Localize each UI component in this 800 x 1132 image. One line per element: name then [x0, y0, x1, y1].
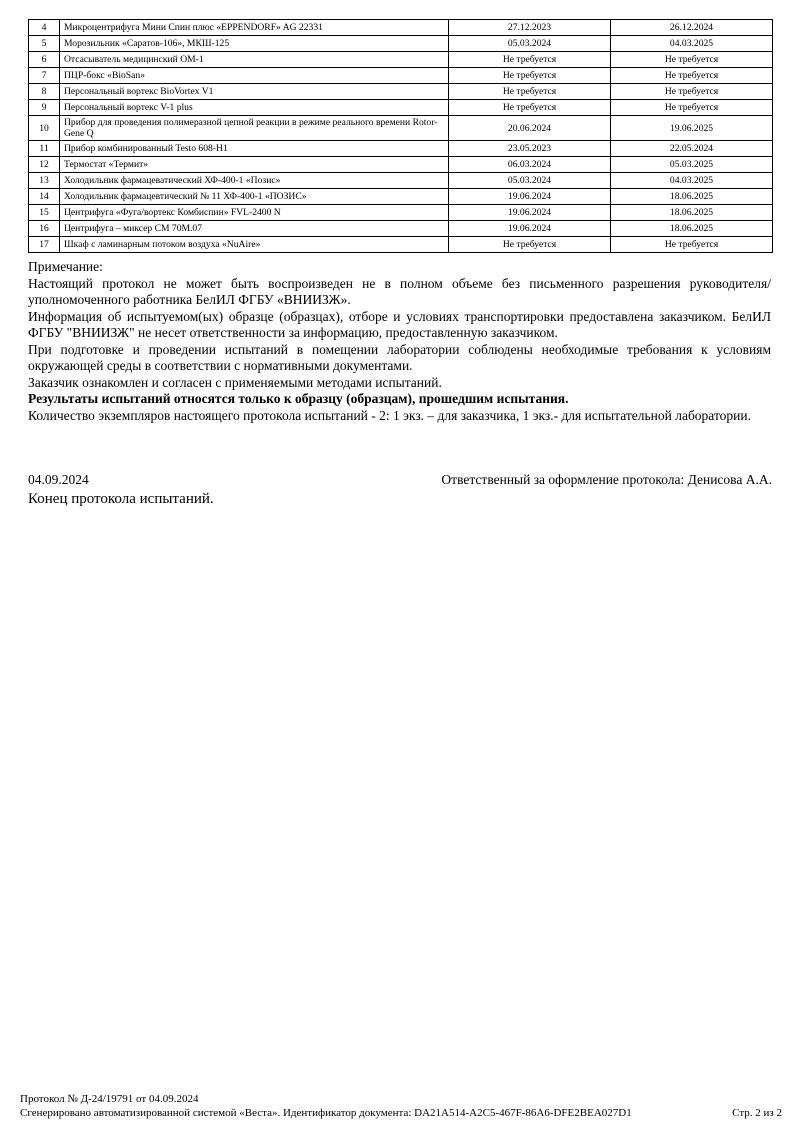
- table-row: [29, 141, 773, 157]
- verification-date: 06.03.2024: [449, 157, 611, 173]
- table-row: [29, 52, 773, 68]
- equipment-name: Прибор для проведения полимеразной цепной реакции в режиме реального времени Rotor-Gene Q: [60, 116, 449, 141]
- verification-date: Не требуется: [449, 100, 611, 116]
- equipment-name: Центрифуга «Фуга/вортекс Комбиспин» FVL-2400 N: [60, 205, 449, 221]
- verification-date: Не требуется: [449, 84, 611, 100]
- verification-date: Не требуется: [449, 68, 611, 84]
- valid-until-date: 22.05.2024: [611, 141, 773, 157]
- equipment-name: Персональный вортекс V-1 plus: [60, 100, 449, 116]
- notes-section: [28, 259, 771, 424]
- equipment-name: Морозильник «Саратов-106», МКШ-125: [60, 36, 449, 52]
- row-number: 12: [29, 157, 60, 173]
- verification-date: 05.03.2024: [449, 36, 611, 52]
- footer-page-number: Стр. 2 из 2: [732, 1107, 782, 1119]
- table-row: [29, 100, 773, 116]
- notes-heading: Примечание:: [28, 259, 103, 274]
- note-sample-info: Информация об испытуемом(ых) образце (образцах), отборе и условиях транспортировки предоставлена заказчиком. БелИЛ ФГБУ "ВНИИЗЖ" не несет ответственности за информацию, предоставленную заказчиком.: [28, 308, 771, 340]
- note-reproduction: Настоящий протокол не может быть воспроизведен не в полном объеме без письменного разрешения руководителя/уполномоченного работника БелИЛ ФГБУ «ВНИИЗЖ».: [28, 275, 771, 307]
- valid-until-date: 04.03.2025: [611, 36, 773, 52]
- valid-until-date: Не требуется: [611, 237, 773, 253]
- footer-generated-by: Сгенерировано автоматизированной системой «Веста». Идентификатор документа: DA21A514-A2C5-467F-86A6-DFE2BEA027D1: [20, 1107, 632, 1119]
- row-number: 8: [29, 84, 60, 100]
- verification-date: 27.12.2023: [449, 20, 611, 36]
- row-number: 9: [29, 100, 60, 116]
- verification-date: 19.06.2024: [449, 189, 611, 205]
- verification-date: 05.03.2024: [449, 173, 611, 189]
- row-number: 7: [29, 68, 60, 84]
- equipment-name: Прибор комбинированный Testo 608-H1: [60, 141, 449, 157]
- row-number: 15: [29, 205, 60, 221]
- row-number: 16: [29, 221, 60, 237]
- valid-until-date: Не требуется: [611, 52, 773, 68]
- table-row: [29, 116, 773, 141]
- table-row: [29, 68, 773, 84]
- row-number: 13: [29, 173, 60, 189]
- verification-date: 23.05.2023: [449, 141, 611, 157]
- responsible-person: Ответственный за оформление протокола: Денисова А.А.: [441, 472, 772, 487]
- equipment-name: Шкаф с ламинарным потоком воздуха «NuAire»: [60, 237, 449, 253]
- verification-date: 19.06.2024: [449, 205, 611, 221]
- end-of-protocol: Конец протокола испытаний.: [28, 491, 214, 507]
- table-row: [29, 205, 773, 221]
- row-number: 10: [29, 116, 60, 141]
- equipment-table-body: [29, 20, 773, 253]
- verification-date: 20.06.2024: [449, 116, 611, 141]
- verification-date: Не требуется: [449, 237, 611, 253]
- equipment-name: Центрифуга – миксер СМ 70М.07: [60, 221, 449, 237]
- note-environment: При подготовке и проведении испытаний в помещении лаборатории соблюдены необходимые требования к условиям окружающей среды в соответствии с нормативными документами.: [28, 341, 771, 373]
- equipment-name: ПЦР-бокс «BioSan»: [60, 68, 449, 84]
- table-row: [29, 36, 773, 52]
- table-row: [29, 84, 773, 100]
- valid-until-date: 18.06.2025: [611, 189, 773, 205]
- valid-until-date: Не требуется: [611, 100, 773, 116]
- table-row: [29, 20, 773, 36]
- equipment-name: Отсасыватель медицинский ОМ-1: [60, 52, 449, 68]
- valid-until-date: 04.03.2025: [611, 173, 773, 189]
- equipment-name: Холодильник фармацеватический ХФ-400-1 «Позис»: [60, 173, 449, 189]
- table-row: [29, 237, 773, 253]
- row-number: 11: [29, 141, 60, 157]
- table-row: [29, 173, 773, 189]
- valid-until-date: Не требуется: [611, 68, 773, 84]
- table-row: [29, 221, 773, 237]
- row-number: 6: [29, 52, 60, 68]
- equipment-name: Микроцентрифуга Мини Спин плюс «EPPENDORF» AG 22331: [60, 20, 449, 36]
- table-row: [29, 189, 773, 205]
- valid-until-date: 05.03.2025: [611, 157, 773, 173]
- equipment-name: Холодильник фармацевтический № 11 ХФ-400-1 «ПОЗИС»: [60, 189, 449, 205]
- verification-date: 19.06.2024: [449, 221, 611, 237]
- equipment-table: [28, 19, 773, 253]
- page-footer: [20, 1092, 782, 1120]
- verification-date: Не требуется: [449, 52, 611, 68]
- row-number: 14: [29, 189, 60, 205]
- valid-until-date: 18.06.2025: [611, 205, 773, 221]
- equipment-name: Термостат «Термит»: [60, 157, 449, 173]
- table-row: [29, 157, 773, 173]
- note-copies: Количество экземпляров настоящего протокола испытаний - 2: 1 экз. – для заказчика, 1 экз.- для испытательной лаборатории.: [28, 407, 751, 423]
- row-number: 17: [29, 237, 60, 253]
- note-results: Результаты испытаний относятся только к образцу (образцам), прошедшим испытания.: [28, 391, 569, 406]
- note-methods: Заказчик ознакомлен и согласен с применяемыми методами испытаний.: [28, 374, 442, 390]
- footer-protocol-number: Протокол № Д-24/19791 от 04.09.2024: [20, 1093, 199, 1105]
- equipment-name: Персональный вортекс BioVortex V1: [60, 84, 449, 100]
- row-number: 5: [29, 36, 60, 52]
- valid-until-date: 18.06.2025: [611, 221, 773, 237]
- valid-until-date: Не требуется: [611, 84, 773, 100]
- valid-until-date: 26.12.2024: [611, 20, 773, 36]
- signature-date: 04.09.2024: [28, 472, 89, 487]
- valid-until-date: 19.06.2025: [611, 116, 773, 141]
- row-number: 4: [29, 20, 60, 36]
